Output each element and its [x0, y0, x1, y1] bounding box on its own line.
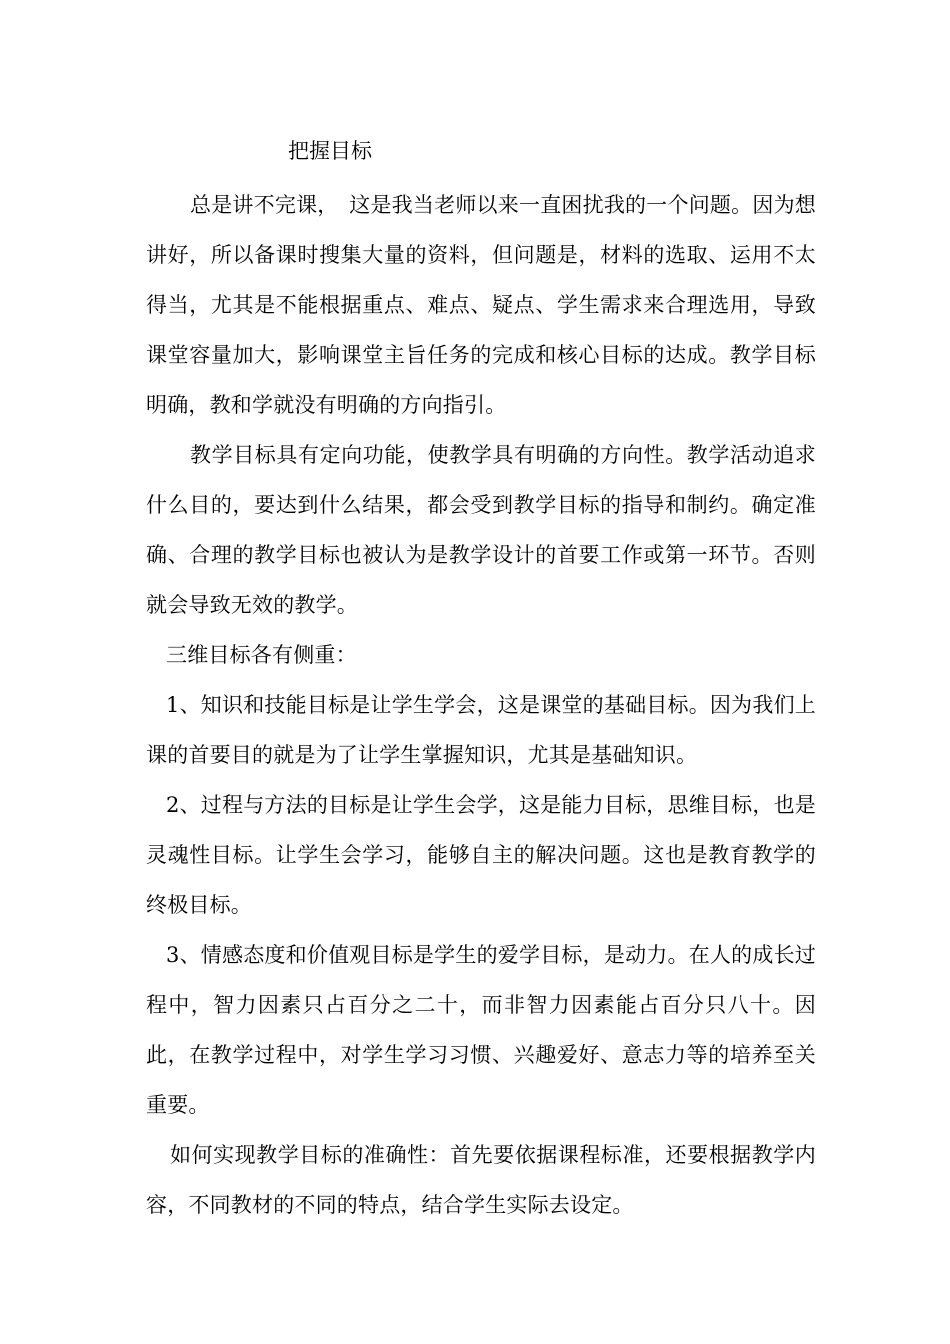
paragraph-emotion-values: 3、情感态度和价值观目标是学生的爱学目标，是动力。在人的成长过程中，智力因素只占百分之二十，而非智力因素能占百分只八十。因此，在教学过程中，对学生学习习惯、兴趣爱好、意志力等的培养至关重要。 — [146, 943, 816, 1117]
paragraph-three-dimensions: 三维目标各有侧重： — [166, 643, 357, 667]
paragraph-intro: 总是讲不完课， 这是我当老师以来一直困扰我的一个问题。因为想讲好，所以备课时搜集大量的资料，但问题是，材料的选取、运用不太得当，尤其是不能根据重点、难点、疑点、学生需求来合理选用，导致课堂容量加大，影响课堂主旨任务的完成和核心目标的达成。教学目标明确，教和学就没有明确的方向指引。 — [146, 193, 816, 417]
paragraph-knowledge-skills: 1、知识和技能目标是让学生学会，这是课堂的基础目标。因为我们上课的首要目的就是为了让学生掌握知识，尤其是基础知识。 — [146, 693, 816, 767]
paragraph-how-to-achieve: 如何实现教学目标的准确性：首先要依据课程标准，还要根据教学内容，不同教材的不同的特点，结合学生实际去设定。 — [146, 1143, 816, 1217]
document-body — [146, 180, 816, 1230]
paragraph-goal-function: 教学目标具有定向功能，使教学具有明确的方向性。教学活动追求什么目的，要达到什么结果，都会受到教学目标的指导和制约。确定准确、合理的教学目标也被认为是教学设计的首要工作或第一环节。否则就会导致无效的教学。 — [146, 443, 816, 617]
paragraph-process-method: 2、过程与方法的目标是让学生会学，这是能力目标，思维目标，也是灵魂性目标。让学生会学习，能够自主的解决问题。这也是教育教学的终极目标。 — [146, 793, 816, 917]
document-title: 把握目标 — [288, 139, 372, 163]
